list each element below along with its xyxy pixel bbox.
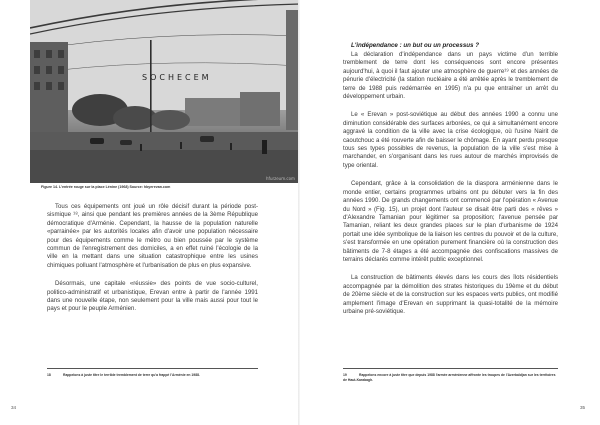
footnote-text: Rappelons à juste titre le terrible tremblement de terre qu'a frappé l'Arménie en 1988. — [63, 373, 200, 377]
footnote — [47, 373, 258, 378]
page-number: 34 — [11, 405, 17, 410]
figure-caption: Figure 14. L'entrée rouge sur la place Lénine (1968) Source: hbyerevan.com — [41, 185, 171, 189]
photo-illustration — [30, 0, 300, 183]
paragraph: Désormais, une capitale «réussie» des points de vue socio-culturel, politico-administratif et urbanistique, Erevan entre à partir de l'année 1991 dans une nouvelle étape, non seulement pour la ville mais aussi pour tout le pays et pour le peuple Arménien. — [47, 280, 258, 313]
right-text-column — [343, 42, 558, 326]
left-text-column — [47, 203, 258, 324]
paragraph: La construction de bâtiments élevés dans les cours des îlots résidentiels accompagnée par la démolition des strates historiques du 19ème et du début de 20ème siècle et de la construction sur les espaces verts publics, ont modifié amplement l'image d'Erevan en supprimant la quasi-totalité de la mémoire urbaine pré-soviétique. — [343, 274, 558, 315]
footnote-text: Rappelons encore à juste titre que depuis 1988 l'armée arménienne affronte les troupes de l'Azerbaïdjan sur les territoires de Haut-Karabagh. — [343, 373, 556, 382]
footnote-number: 18 — [47, 373, 51, 377]
paragraph: Cependant, grâce à la consolidation de la diaspora arménienne dans le monde entier, certains programmes urbains ont pu débuter vers la fin des années 1990. De grands changements ont commencé par l'opération « Avenue du Nord » (Fig. 15), un projet dont l'auteur se disait être parti des « rêves » d'Alexandre Tamanian pour légitimer sa proposition; l'avenue pensée par Tamanian, reliant les deux grandes places sur le plan d'urbanisme de 1924 portait une idée symbolique de la liaison les centres du pouvoir et de la culture, s'est transformée en une opération purement financière où la construction des bâtiments de 7-8 étages a été accompagnée des confiscations massives de terrains déclarés comme intérêt public exceptionnel. — [343, 180, 558, 263]
section-heading: L'indépendance : un but ou un processus ? — [351, 42, 479, 49]
paragraph: La déclaration d'indépendance dans un pays victime d'un terrible tremblement de terre dont les conséquences sont encore présentes aujourd'hui, à quoi il faut ajouter une atmosphère de guerre¹⁹ et des années de pénurie d'électricité (la station nucléaire a été arrêtée après le tremblement de terre de 1988 puis redémarrée en 1995) n'a pu que entraîner un arrêt du développement urbain. — [343, 51, 558, 101]
footnote — [343, 373, 558, 383]
photo-sign: SOCHECEM — [142, 73, 212, 82]
footnote-number: 19 — [343, 373, 347, 377]
paragraph: Tous ces équipements ont joué un rôle décisif durant la période post-sismique ¹⁸, ainsi que pendant les premières années de la 3ème République démocratique d'Arménie. Cependant, la hausse de la population naturelle «parrainée» par les autorités locales afin d'avoir une population nécessaire pour des équipements comme le métro ou bien poussée par le système commun de l'enregistrement des domiciles, a en effet ruiné l'écologie de la ville en la mettant dans une situation catastrophique entre les usines chimiques polluant l'atmosphère et l'urbanisation de plus en plus expansive. — [47, 203, 258, 269]
footnote-rule — [47, 368, 258, 369]
historical-photo-lenin-square — [30, 0, 300, 183]
paragraph: Le « Erevan » post-soviétique au début des années 1990 a connu une diminution considérable des surfaces arborées, ce qui a simultanément encore aggravé la condition de la ville avec la crise écologique, où l'usine Nairit de caoutchouc a été rouverte afin de baisser le chômage. En ayant perdu presque tous ses types possibles de revenus, la population de la ville s'est mise à marchander, en s'organisant dans les rues autour de marchés improvisés de type oriental. — [343, 111, 558, 169]
page-number: 35 — [580, 405, 586, 410]
photo-watermark: hfurzeum.com — [266, 176, 295, 181]
footnote-rule — [343, 368, 558, 369]
